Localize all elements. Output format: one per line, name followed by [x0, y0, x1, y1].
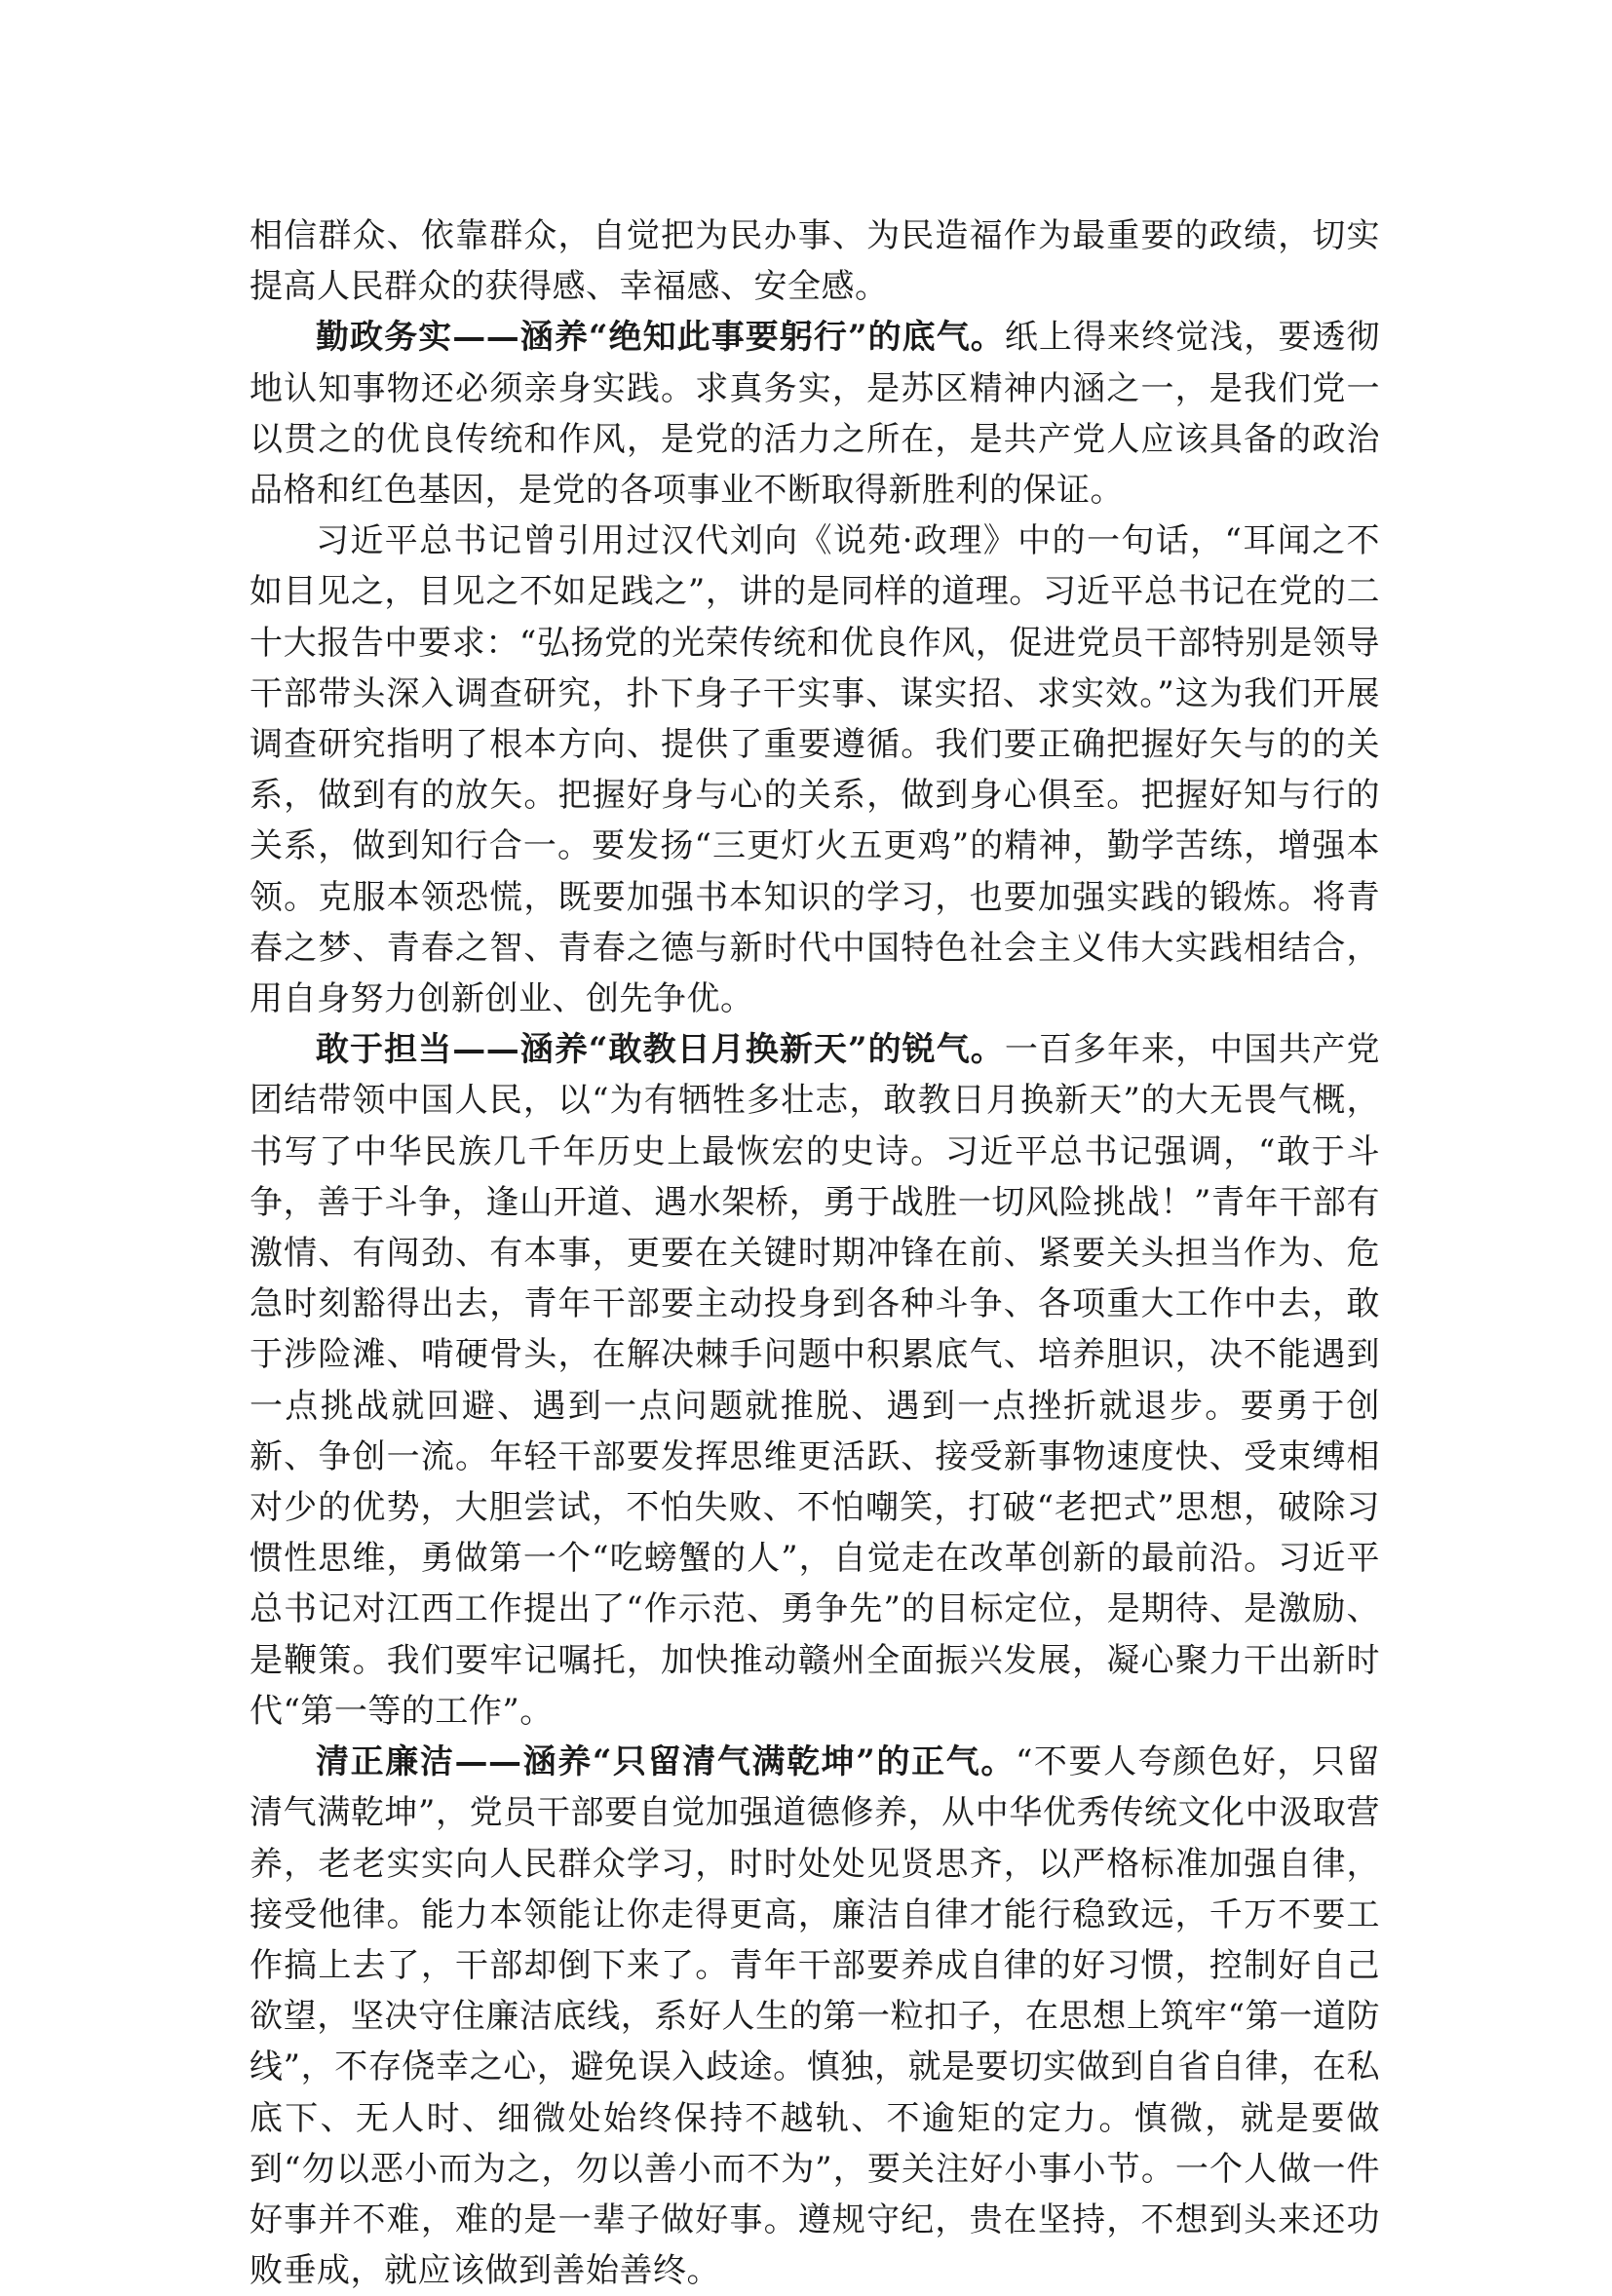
paragraph-5-heading: 清正廉洁——涵养“只留清气满乾坤”的正气。 [316, 1742, 1016, 1782]
paragraph-2-text: 纸上得来终觉浅，要透彻地认知事物还必须亲身实践。求真务实，是苏区精神内涵之一，是我们党一以贯之的优良传统和作风，是党的活力之所在，是共产党人应该具备的政治品格和红色基因，是党的各项事业不断取得新胜利的保证。 [249, 318, 1380, 511]
paragraph-3-text: 习近平总书记曾引用过汉代刘向《说苑·政理》中的一句话，“耳闻之不如目见之，目见之不如足践之”，讲的是同样的道理。习近平总书记在党的二十大报告中要求：“弘扬党的光荣传统和优良作风，促进党员干部特别是领导干部带头深入调查研究，扑下身子干实事、谋实招、求实效。”这为我们开展调查研究指明了根本方向、提供了重要遵循。我们要正确把握好矢与的的关系，做到有的放矢。把握好身与心的关系，做到身心俱至。把握好知与行的关系，做到知行合一。要发扬“三更灯火五更鸡”的精神，勤学苦练，增强本领。克服本领恐慌，既要加强书本知识的学习，也要加强实践的锻炼。将青春之梦、青春之智、青春之德与新时代中国特色社会主义伟大实践相结合，用自身努力创新创业、创先争优。 [249, 521, 1380, 1019]
body-text [249, 210, 1380, 2296]
paragraph-2-heading: 勤政务实——涵养“绝知此事要躬行”的底气。 [316, 318, 1005, 358]
paragraph-4-heading: 敢于担当——涵养“敢教日月换新天”的锐气。 [316, 1030, 1005, 1070]
paragraph-4 [249, 1024, 1380, 1737]
paragraph-2 [249, 312, 1380, 516]
paragraph-5-text: “不要人夸颜色好，只留清气满乾坤”，党员干部要自觉加强道德修养，从中华优秀传统文化中汲取营养，老老实实向人民群众学习，时时处处见贤思齐，以严格标准加强自律，接受他律。能力本领能让你走得更高，廉洁自律才能行稳致远，千万不要工作搞上去了，干部却倒下来了。青年干部要养成自律的好习惯，控制好自己欲望，坚决守住廉洁底线，系好人生的第一粒扣子，在思想上筑牢“第一道防线”，不存侥幸之心，避免误入歧途。慎独，就是要切实做到自省自律，在私底下、无人时、细微处始终保持不越轨、不逾矩的定力。慎微，就是要做到“勿以恶小而为之，勿以善小而不为”，要关注好小事小节。一个人做一件好事并不难，难的是一辈子做好事。遵规守纪，贵在坚持，不想到头来还功败垂成，就应该做到善始善终。 [249, 1742, 1380, 2291]
paragraph-3 [249, 516, 1380, 1024]
paragraph-1-text: 相信群众、依靠群众，自觉把为民办事、为民造福作为最重要的政绩，切实提高人民群众的获得感、幸福感、安全感。 [249, 216, 1380, 307]
paragraph-4-text: 一百多年来，中国共产党团结带领中国人民，以“为有牺牲多壮志，敢教日月换新天”的大无畏气概，书写了中华民族几千年历史上最恢宏的史诗。习近平总书记强调，“敢于斗争，善于斗争，逢山开道、遇水架桥，勇于战胜一切风险挑战！”青年干部有激情、有闯劲、有本事，更要在关键时期冲锋在前、紧要关头担当作为、危急时刻豁得出去，青年干部要主动投身到各种斗争、各项重大工作中去，敢于涉险滩、啃硬骨头，在解决棘手问题中积累底气、培养胆识，决不能遇到一点挑战就回避、遇到一点问题就推脱、遇到一点挫折就退步。要勇于创新、争创一流。年轻干部要发挥思维更活跃、接受新事物速度快、受束缚相对少的优势，大胆尝试，不怕失败、不怕嘲笑，打破“老把式”思想，破除习惯性思维，勇做第一个“吃螃蟹的人”，自觉走在改革创新的最前沿。习近平总书记对江西工作提出了“作示范、勇争先”的目标定位，是期待、是激励、是鞭策。我们要牢记嘱托，加快推动赣州全面振兴发展，凝心聚力干出新时代“第一等的工作”。 [249, 1030, 1380, 1731]
paragraph-1 [249, 210, 1380, 312]
paragraph-5 [249, 1737, 1380, 2296]
